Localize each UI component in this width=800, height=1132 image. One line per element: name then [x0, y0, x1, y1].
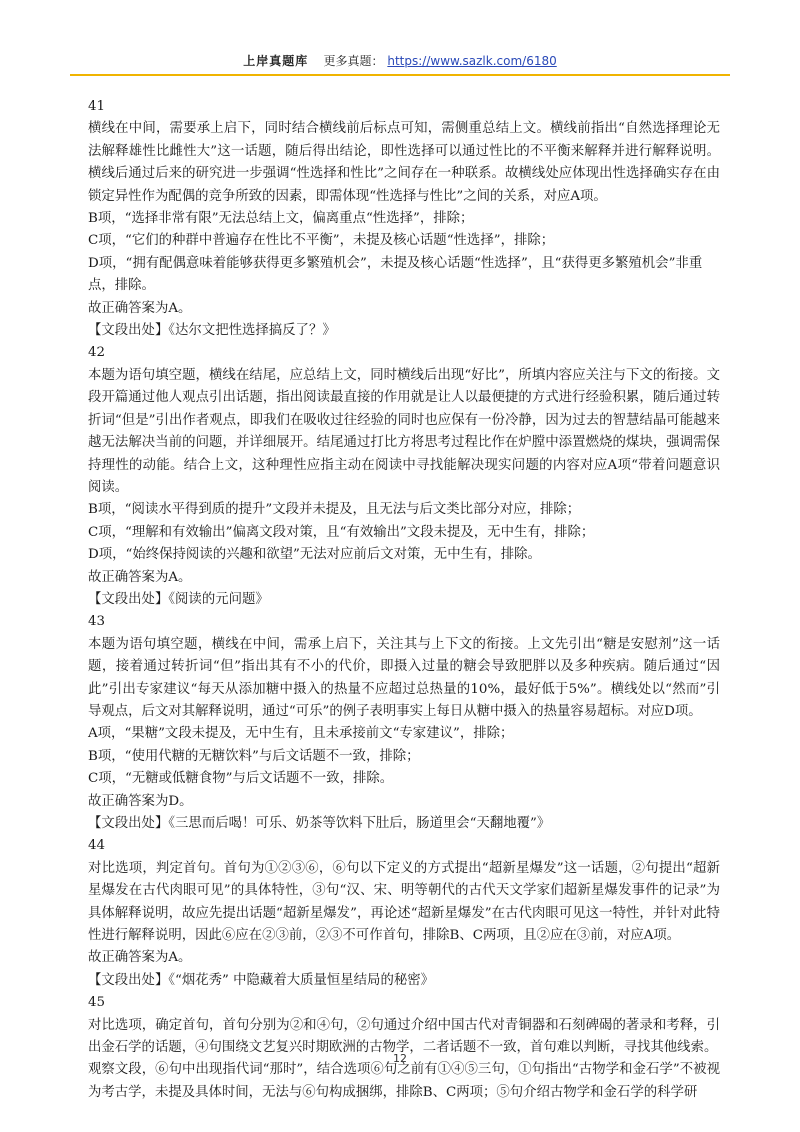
- option-c-41: C项，“它们的种群中普遍存在性比不平衡”，未提及核心话题“性选择”，排除；: [88, 233, 555, 249]
- option-b-41: B项，“选择非常有限”无法总结上文，偏离重点“性选择”，排除；: [88, 211, 474, 227]
- source-43: 【文段出处】《三思而后喝！可乐、奶茶等饮料下肚后，肠道里会“天翻地覆”》: [88, 816, 551, 831]
- question-number-44: 44: [88, 838, 106, 854]
- answer-42: 故正确答案为A。: [88, 569, 192, 585]
- analysis-41: 横线在中间，需要承上启下，同时结合横线前后标点可知，需侧重总结上文。横线前指出“自然选择理论无法解释雄性比雌性大”这一话题，随后得出结论，即性选择可以通过性比的不平衡来解释并进行解释说明。横线后通过后来的研究进一步强调“性选择和性比”之间存在一种联系。故横线处应体现出性选择确实存在由锁定异性作为配偶的竞争所致的因素，即需体现“性选择与性比”之间的关系，对应A项。: [88, 121, 720, 204]
- source-42: 【文段出处】《阅读的元问题》: [88, 591, 269, 607]
- analysis-43: 本题为语句填空题，横线在中间，需承上启下，关注其与上下文的衔接。上文先引出“糖是安慰剂”这一话题，接着通过转折词“但”指出其有不小的代价，即摄入过量的糖会导致肥胖以及多种疾病。随后通过“因此”引出专家建议“每天从添加糖中摄入的热量不应超过总热量的10%，最好低于5%”。横线处以“然而”引导观点，后文对其解释说明，通过“可乐”的例子表明事实上每日从糖中摄入的热量容易超标。对应D项。: [88, 636, 720, 719]
- question-number-42: 42: [88, 345, 106, 361]
- option-b-42: B项，“阅读水平得到质的提升”文段并未提及，且无法与后文类比部分对应，排除；: [88, 502, 581, 518]
- option-c-43: C项，“无糖或低糖食物”与后文话题不一致，排除。: [88, 771, 394, 787]
- answer-41: 故正确答案为A。: [88, 300, 192, 316]
- question-number-41: 41: [88, 99, 106, 114]
- analysis-44: 对比选项，判定首句。首句为①②③⑥，⑥句以下定义的方式提出“超新星爆发”这一话题，②句提出“超新星爆发在古代肉眼可见”的具体特性，③句“汉、宋、明等朝代的古代天文学家们超新星爆发事件的记录”为具体解释说明，故应先提出话题“超新星爆发”，再论述“超新星爆发”在古代肉眼可见这一特性，并针对此特性进行解释说明，因此⑥应在②③前，②③不可作首句，排除B、C两项，且②应在③前，对应A项。: [88, 860, 720, 944]
- answer-43: 故正确答案为D。: [88, 793, 193, 809]
- site-link[interactable]: https://www.sazlk.com/6180: [387, 54, 557, 68]
- source-44: 【文段出处】《“烟花秀” 中隐藏着大质量恒星结局的秘密》: [88, 972, 435, 988]
- question-number-43: 43: [88, 614, 106, 630]
- option-d-42: D项，“始终保持阅读的兴趣和欲望”无法对应前后文对策，无中生有，排除。: [88, 547, 541, 563]
- page-header: [70, 52, 730, 76]
- more-label: 更多真题：: [323, 54, 384, 68]
- option-a-43: A项，“果糖”文段未提及，无中生有，且未承接前文“专家建议”，排除；: [88, 726, 514, 742]
- option-d-41: D项，“拥有配偶意味着能够获得更多繁殖机会”，未提及核心话题“性选择”，且“获得更多繁殖机会”非重点，排除。: [88, 255, 703, 294]
- answer-44: 故正确答案为A。: [88, 950, 192, 966]
- analysis-42: 本题为语句填空题，横线在结尾，应总结上文，同时横线后出现“好比”，所填内容应关注与下文的衔接。文段开篇通过他人观点引出话题，指出阅读最直接的作用就是让人以最便捷的方式进行经验积累，随后通过转折词“但是”引出作者观点，即我们在吸收过往经验的同时也应保有一份冷静，因为过去的智慧结晶可能越来越无法解决当前的问题，并详细展开。结尾通过打比方将思考过程比作在炉膛中添置燃烧的煤块，强调需保持理性的动能。结合上文，这种理性应指主动在阅读中寻找能解决现实问题的内容对应A项“带着问题意识阅读。: [88, 367, 720, 495]
- option-b-43: B项，“使用代糖的无糖饮料”与后文话题不一致，排除；: [88, 748, 420, 764]
- question-number-45: 45: [88, 995, 106, 1011]
- page-number: 12: [393, 1052, 407, 1065]
- answer-content: [88, 96, 720, 1104]
- header-rule: [70, 74, 730, 76]
- site-name: 上岸真题库: [243, 54, 309, 68]
- analysis-45-part2: 观察文段，⑥句中出现指代词“那时”，结合选项⑥句之前有①④⑤三句，①句指出“古物学和金石学”不被视为考古学，未提及具体时间，无法与⑥句构成捆绑，排除B、C两项；⑤句介绍古物学和金石学的科学研: [88, 1062, 720, 1100]
- analysis-45-part1: 对比选项，确定首句，首句分别为②和④句，②句通过介绍中国古代对青铜器和石刻碑碣的著录和考释，引出金石学的话题，④句围绕文艺复兴时期欧洲的古物学，二者话题不一致，首句难以判断，寻找其他线索。: [88, 1017, 720, 1056]
- option-c-42: C项，“理解和有效输出”偏离文段对策，且“有效输出”文段未提及，无中生有，排除；: [88, 524, 595, 540]
- source-41: 【文段出处】《达尔文把性选择搞反了？》: [88, 323, 336, 339]
